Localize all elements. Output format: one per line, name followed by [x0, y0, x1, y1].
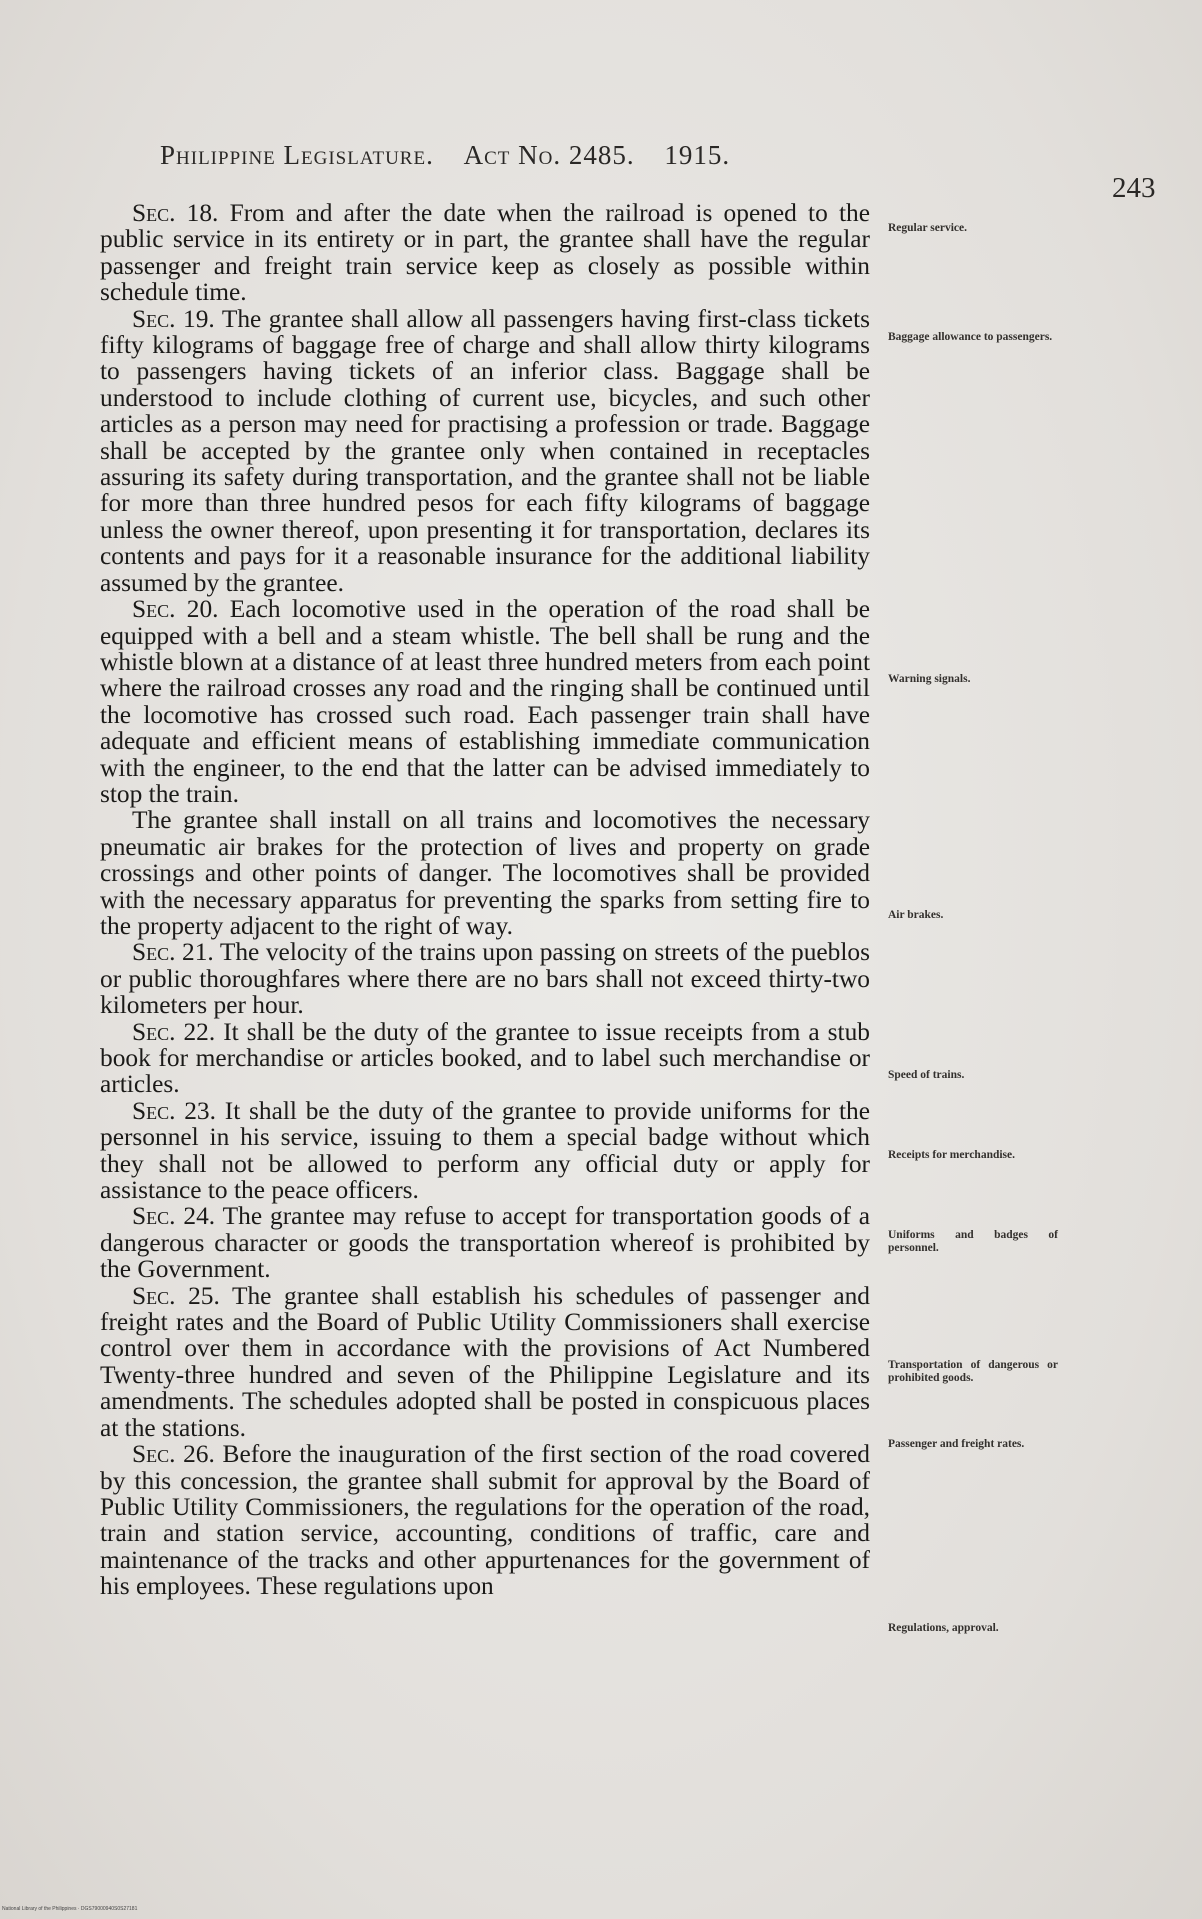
section-label: Sec. 25.	[132, 1281, 220, 1310]
running-head-title: Philippine Legislature.	[160, 140, 434, 170]
section-23	[100, 1098, 870, 1204]
section-label: Sec. 18.	[132, 199, 219, 227]
body-text	[100, 200, 870, 1600]
margin-note-warning-signals: Warning signals.	[888, 673, 971, 685]
section-22	[100, 1019, 870, 1098]
air-brakes-paragraph	[100, 807, 870, 939]
section-26	[100, 1441, 870, 1599]
section-label: Sec. 24.	[132, 1202, 216, 1231]
page-number: 243	[1112, 172, 1156, 204]
section-text: It shall be the duty of the grantee to issue receipts from a stub book for merchandise or articles booked, and to label such merchandise or articles.	[100, 1017, 870, 1099]
margin-note-rates: Passenger and freight rates.	[888, 1438, 1025, 1450]
section-label: Sec. 26.	[132, 1440, 215, 1469]
section-text: The grantee may refuse to accept for transportation goods of a dangerous character or goods the transportation whereof is prohibited by the Government.	[100, 1202, 871, 1284]
scan-credit: National Library of the Philippines · DGS79000940S0S27181	[2, 1906, 138, 1912]
section-text: Each locomotive used in the operation of the road shall be equipped with a bell and a steam whistle. The bell shall be rung and the whistle blown at a distance of at least three hundred meters from each point where the railroad crosses any road and the ringing shall be continued until the locomotive has crossed such road. Each passenger train shall have adequate and efficient means of establishing immediate communication with the engineer, to the end that the latter can be advised immediately to stop the train.	[100, 595, 870, 808]
act-number: Act No. 2485.	[463, 140, 635, 170]
section-label: Sec. 23.	[132, 1096, 216, 1125]
margin-note-uniforms: Uniforms and badges of personnel.	[888, 1229, 1058, 1254]
running-head	[160, 140, 860, 171]
section-text: The grantee shall establish his schedules of passenger and freight rates and the Board of Public Utility Commissioners shall exercise control over them in accordance with the provisions of Act Numbered Twenty-three hundred and seven of the Philippine Legislature and its amendments. The schedules adopted shall be posted in conspicuous places at the stations.	[100, 1281, 870, 1442]
act-year: 1915.	[664, 140, 731, 170]
section-24	[100, 1203, 870, 1282]
section-label: Sec. 20.	[132, 595, 219, 624]
margin-note-baggage-allowance: Baggage allowance to passengers.	[888, 331, 1053, 343]
section-text: It shall be the duty of the grantee to provide uniforms for the personnel in his service, issuing to them a special badge without which they shall not be allowed to perform any official duty or apply for assistance to the peace officers.	[100, 1096, 870, 1205]
margin-note-regular-service: Regular service.	[888, 222, 967, 234]
section-18	[100, 200, 870, 306]
margin-note-dangerous-goods: Transportation of dangerous or prohibited goods.	[888, 1359, 1058, 1384]
section-text: From and after the date when the railroad is opened to the public service in its entirety or in part, the grantee shall have the regular passenger and freight train service keep as closely as possible within schedule time.	[100, 199, 870, 307]
margin-note-air-brakes: Air brakes.	[888, 909, 944, 921]
section-25	[100, 1283, 870, 1441]
section-label: Sec. 22.	[132, 1017, 216, 1046]
section-text: The velocity of the trains upon passing on streets of the pueblos or public thoroughfares where there are no bars shall not exceed thirty-two kilometers per hour.	[100, 938, 870, 1020]
margin-note-regulations: Regulations, approval.	[888, 1622, 999, 1634]
section-20	[100, 596, 870, 807]
section-label: Sec. 19.	[132, 304, 215, 333]
section-19	[100, 306, 870, 596]
section-label: Sec. 21.	[132, 938, 214, 967]
margin-note-receipts: Receipts for merchandise.	[888, 1149, 1016, 1161]
section-text: The grantee shall allow all passengers having first-class tickets fifty kilograms of baggage free of charge and shall allow thirty kilograms to passengers having tickets of an inferior class. Baggage shall be understood to include clothing of current use, bicycles, and such other articles as a person may need for practising a profession or trade. Baggage shall be accepted by the grantee only when contained in receptacles assuring its safety during transportation, and the grantee shall not be liable for more than three hundred pesos for each fifty kilograms of baggage unless the owner thereof, upon presenting it for transportation, declares its contents and pays for it a reasonable insurance for the additional liability assumed by the grantee.	[100, 304, 871, 597]
section-text: Before the inauguration of the first section of the road covered by this concession, the grantee shall submit for approval by the Board of Public Utility Commissioners, the regulations for the operation of the road, train and station service, accounting, conditions of traffic, care and maintenance of the tracks and other appurtenances for the government of his employees. These regulations upon	[100, 1440, 871, 1601]
margin-note-speed-of-trains: Speed of trains.	[888, 1069, 965, 1081]
section-text: The grantee shall install on all trains and locomotives the necessary pneumatic air brakes for the protection of lives and property on grade crossings and other points of danger. The locomotives shall be provided with the necessary apparatus for preventing the sparks from setting fire to the property adjacent to the right of way.	[100, 806, 870, 940]
section-21	[100, 939, 870, 1018]
